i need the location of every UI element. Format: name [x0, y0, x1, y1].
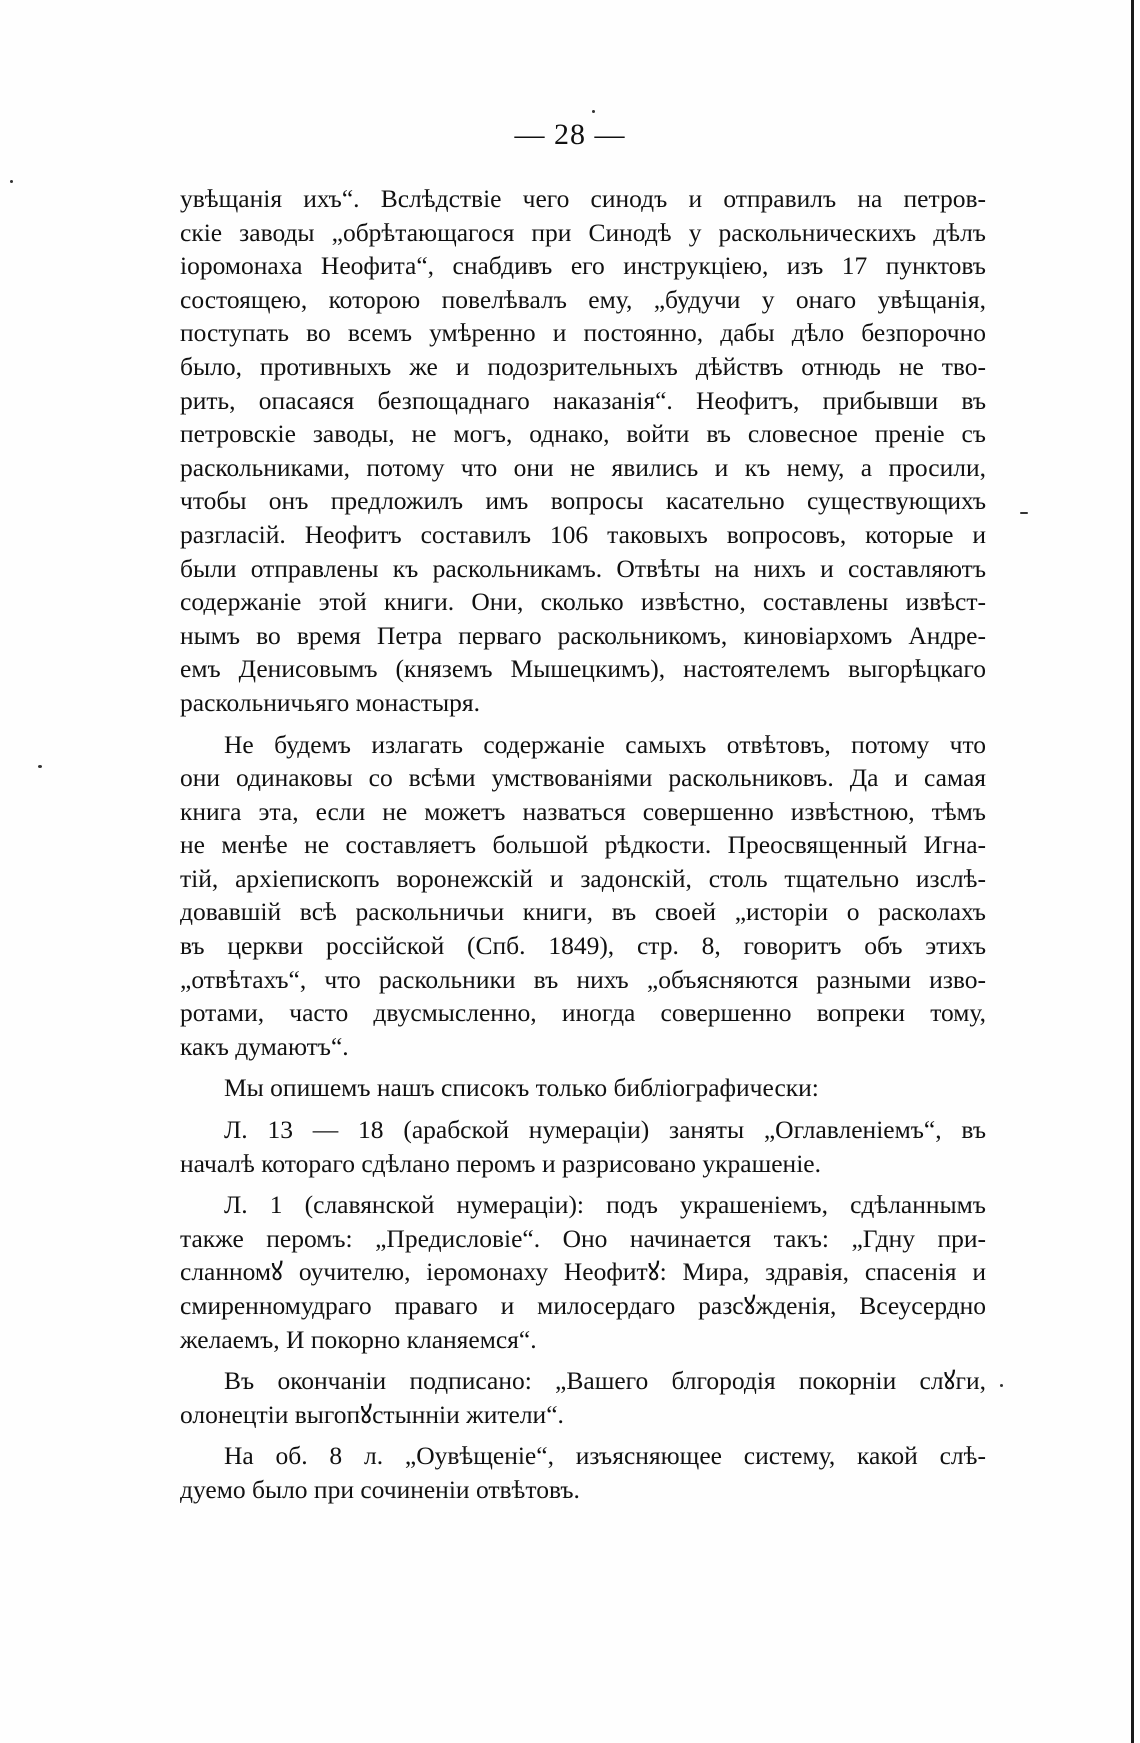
text-line: „отвѣтахъ“, что раскольники въ нихъ „объясняются разными изво-: [180, 964, 986, 994]
paragraph-gap: [180, 1105, 986, 1113]
scan-speck: [1000, 1384, 1003, 1387]
text-line: Не будемъ излагать содержаніе самыхъ отвѣтовъ, потому что: [224, 729, 986, 759]
text-line: было, противныхъ же и подозрительныхъ дѣйствъ отнюдь не тво-: [180, 351, 986, 381]
text-line: раскольничьяго монастыря.: [180, 687, 480, 717]
text-line: На об. 8 л. „Оувѣщеніе“, изъясняющее систему, какой слѣ-: [224, 1441, 986, 1471]
paragraph-7: [180, 1439, 986, 1506]
text-line: Мы опишемъ нашъ списокъ только библіографически:: [224, 1073, 819, 1103]
text-line: дуемо было при сочиненіи отвѣтовъ.: [180, 1474, 580, 1504]
text-line: книга эта, если не можетъ назваться совершенно извѣстною, тѣмъ: [180, 796, 986, 826]
body-text: [180, 182, 986, 1507]
paragraph-1: [180, 182, 986, 720]
text-line: смиренномудраго праваго и милосердаго разсꙋжденія, Всеусердно: [180, 1291, 986, 1320]
text-line: рить, опасаяся безпощаднаго наказанія“. Неофитъ, прибывши въ: [180, 385, 986, 415]
text-line: чтобы онъ предложилъ имъ вопросы касательно существующихъ: [180, 486, 986, 516]
text-line: началѣ котораго сдѣлано перомъ и разрисовано украшеніе.: [180, 1148, 821, 1178]
paragraph-gap: [180, 1180, 986, 1188]
page-number: — 28 —: [514, 118, 626, 151]
paragraph-gap: [180, 1431, 986, 1439]
text-line: Въ окончаніи подписано: „Вашего блгородія покорніи слꙋги,: [224, 1366, 986, 1396]
paragraph-4: [180, 1113, 986, 1180]
text-line: ротами, часто двусмысленно, иногда совершенно вопреки тому,: [180, 998, 986, 1028]
text-line: раскольниками, потому что они не явились и къ нему, а просили,: [180, 452, 986, 482]
text-line: также перомъ: „Предисловіе“. Оно начинается такъ: „Гдну при-: [180, 1223, 986, 1253]
text-line: состоящею, которою повелѣвалъ ему, „будучи у онаго увѣщанія,: [180, 284, 986, 314]
text-line: содержаніе этой книги. Они, сколько извѣстно, составлены извѣст-: [180, 587, 986, 617]
text-line: увѣщанія ихъ“. Вслѣдствіе чего синодъ и отправилъ на петров-: [180, 184, 986, 213]
paragraph-gap: [180, 720, 986, 728]
text-line: олонецтіи выгопꙋстынніи жители“.: [180, 1399, 564, 1429]
text-line: желаемъ, И покорно кланяемся“.: [180, 1324, 537, 1354]
paragraph-5: [180, 1188, 986, 1356]
text-line: разгласій. Неофитъ составилъ 106 таковыхъ вопросовъ, которые и: [180, 519, 986, 549]
scan-speck: [1020, 512, 1028, 514]
text-line: іоромонаха Неофита“, снабдивъ его инструкціею, изъ 17 пунктовъ: [180, 251, 986, 281]
paragraph-6: [180, 1364, 986, 1431]
paragraph-3: [180, 1071, 986, 1105]
scan-speck: [592, 110, 595, 113]
paragraph-gap: [180, 1356, 986, 1364]
scan-edge-line: [1131, 0, 1134, 1743]
text-line: какъ думаютъ“.: [180, 1031, 349, 1061]
scan-speck: [10, 180, 13, 183]
text-line: емъ Денисовымъ (княземъ Мышецкимъ), настоятелемъ выгорѣцкаго: [180, 654, 986, 684]
text-line: нымъ во время Петра перваго раскольникомъ, киновіархомъ Андре-: [180, 620, 986, 650]
text-line: сланномꙋ оучителю, іеромонаху Неофитꙋ: Мира, здравія, спасенія и: [180, 1257, 986, 1287]
text-line: не менѣе не составляетъ большой рѣдкости. Преосвященный Игна-: [180, 830, 986, 860]
paragraph-gap: [180, 1063, 986, 1071]
text-line: довавшій всѣ раскольничьи книги, въ своей „исторіи о расколахъ: [180, 897, 986, 927]
text-line: были отправлены къ раскольникамъ. Отвѣты на нихъ и составляютъ: [180, 553, 986, 583]
paragraph-2: [180, 728, 986, 1064]
text-line: скіе заводы „обрѣтающагося при Синодѣ у раскольническихъ дѣлъ: [180, 217, 986, 247]
text-line: поступать во всемъ умѣренно и постоянно, дабы дѣло безпорочно: [180, 318, 986, 348]
text-line: Л. 13 — 18 (арабской нумераціи) заняты „Оглавленіемъ“, въ: [224, 1115, 986, 1145]
text-line: они одинаковы со всѣми умствованіями раскольниковъ. Да и самая: [180, 763, 986, 793]
text-line: петровскіе заводы, не могъ, однако, войти въ словесное преніе съ: [180, 419, 986, 449]
text-line: тій, архіепископъ воронежскій и задонскій, столь тщательно изслѣ-: [180, 863, 986, 893]
text-line: въ церкви россійской (Спб. 1849), стр. 8, говоритъ объ этихъ: [180, 931, 986, 961]
scan-speck: [38, 765, 42, 768]
text-line: Л. 1 (славянской нумераціи): подъ украшеніемъ, сдѣланнымъ: [224, 1190, 986, 1220]
